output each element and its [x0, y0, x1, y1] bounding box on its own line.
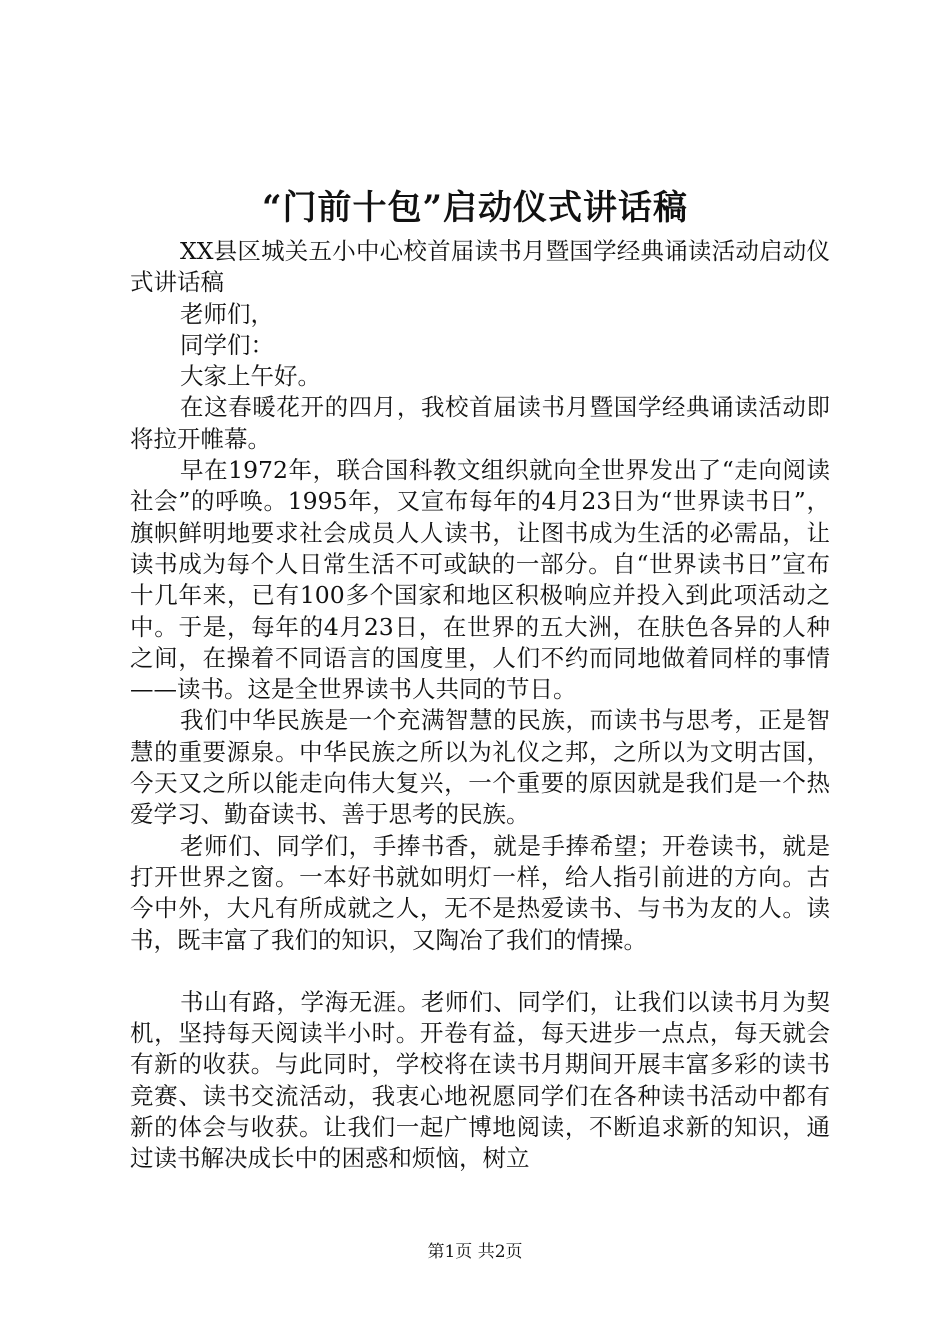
paragraph-greeting-teachers: 老师们， [180, 299, 274, 328]
paragraph-reading-hope: 老师们、同学们，手捧书香，就是手捧希望；开卷读书，就是打开世界之窗。一本好书就如明灯一样，给人指引前进的方向。古今中外，大凡有所成就之人，无不是热爱读书、与书为友的人。读书，既丰富了我们的知识，又陶冶了我们的情操。 [130, 831, 830, 954]
document-body [130, 236, 830, 1175]
paragraph-good-morning: 大家上午好。 [180, 362, 321, 391]
paragraph-subtitle: XX县区城关五小中心校首届读书月暨国学经典诵读活动启动仪式讲话稿 [130, 237, 830, 297]
paragraph-greeting-students: 同学们： [180, 330, 274, 359]
paragraph-opening: 在这春暖花开的四月，我校首届读书月暨国学经典诵读活动即将拉开帷幕。 [130, 393, 830, 453]
page-number-footer: 第1页 共2页 [427, 1242, 523, 1262]
paragraph-world-book-day: 早在1972年，联合国科教文组织就向全世界发出了“走向阅读社会”的呼唤。1995年，又宣布每年的4月23日为“世界读书日”，旗帜鲜明地要求社会成员人人读书，让图书成为生活的必需品，让读书成为每个人日常生活不可或缺的一部分。自“世界读书日”宣布十几年来，已有100多个国家和地区积极响应并投入到此项活动之中。于是，每年的4月23日，在世界的五大洲，在肤色各异的人种之间，在操着不同语言的国度里，人们不约而同地做着同样的事情——读书。这是全世界读书人共同的节日。 [130, 456, 830, 704]
paragraph-chinese-nation: 我们中华民族是一个充满智慧的民族，而读书与思考，正是智慧的重要源泉。中华民族之所以为礼仪之邦，之所以为文明古国，今天又之所以能走向伟大复兴，一个重要的原因就是我们是一个热爱学习、勤奋读书、善于思考的民族。 [130, 706, 830, 829]
paragraph-reading-month: 书山有路，学海无涯。老师们、同学们，让我们以读书月为契机，坚持每天阅读半小时。开卷有益，每天进步一点点，每天就会有新的收获。与此同时，学校将在读书月期间开展丰富多彩的读书竞赛、读书交流活动，我衷心地祝愿同学们在各种读书活动中都有新的体会与收获。让我们一起广博地阅读，不断追求新的知识，通过读书解决成长中的困惑和烦恼，树立 [130, 987, 830, 1173]
document-title: “门前十包”启动仪式讲话稿 [261, 188, 689, 228]
